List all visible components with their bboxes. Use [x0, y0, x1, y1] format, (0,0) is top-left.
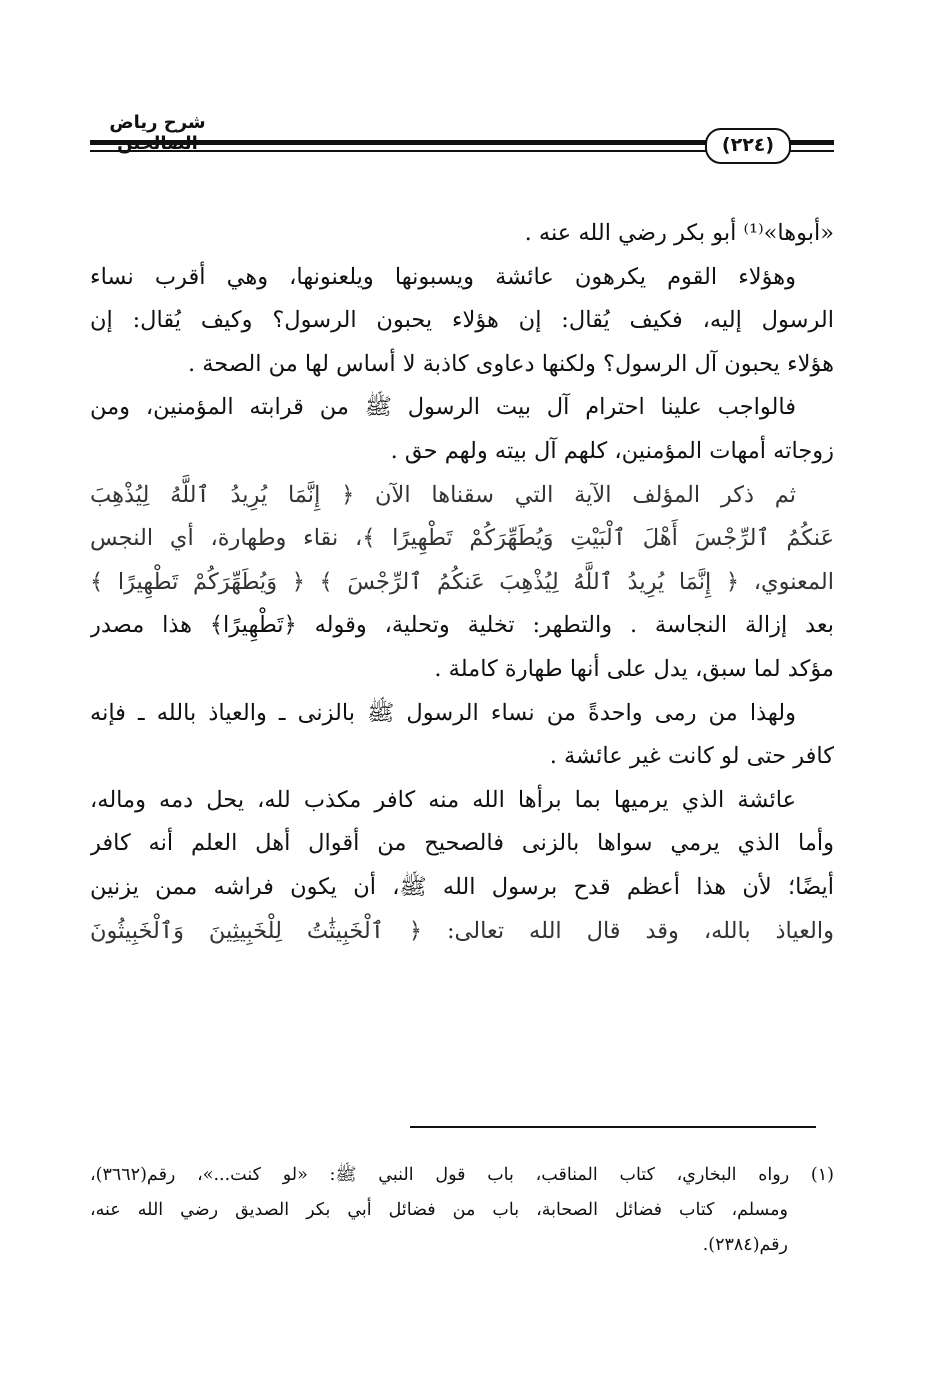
text-line: فالواجب علينا احترام آل بيت الرسول ﷺ من قرابته المؤمنين، ومن — [90, 394, 796, 421]
footnote-separator — [410, 1126, 816, 1128]
footnote-line: (١) رواه البخاري، كتاب المناقب، باب قول النبي ﷺ: «لو كنت...»، رقم(٣٦٦٢)، — [90, 1165, 834, 1185]
text-line: أيضًا؛ لأن هذا أعظم قدح برسول الله ﷺ، أن يكون فراشه ممن يزنين — [90, 873, 834, 900]
text-line: هؤلاء يحبون آل الرسول؟ ولكنها دعاوى كاذبة لا أساس لها من الصحة . — [187, 350, 834, 377]
text-line-with-verse: عَنكُمُ ٱلرِّجْسَ أَهْلَ ٱلْبَيْتِ وَيُطَهِّرَكُمْ تَطْهِيرًا ﴾، نقاء وطهارة، أي النجس — [90, 525, 834, 552]
page-number: (٢٢٤) — [705, 128, 791, 164]
running-header-title: شرح رياض — [109, 112, 206, 133]
text-line-with-verse: ثم ذكر المؤلف الآية التي سقناها الآن ﴿ إِنَّمَا يُرِيدُ ٱللَّهُ لِيُذْهِبَ — [90, 481, 796, 508]
text-line: «أبوها»⁽¹⁾ أبو بكر رضي الله عنه . — [524, 220, 834, 246]
text-line: عائشة الذي يرميها بما برأها الله منه كافر مكذب لله، يحل دمه وماله، — [90, 786, 796, 813]
main-text — [90, 212, 834, 953]
footnotes — [90, 1158, 834, 1263]
text-line: ولهذا من رمى واحدةً من نساء الرسول ﷺ بالزنى ـ والعياذ بالله ـ فإنه — [90, 699, 796, 726]
text-line: كافر حتى لو كانت غير عائشة . — [549, 743, 834, 770]
text-line: مؤكد لما سبق، يدل على أنها طهارة كاملة . — [434, 655, 834, 682]
footnote-line: ومسلم، كتاب فضائل الصحابة، باب من فضائل أبي بكر الصديق رضي الله عنه، — [90, 1200, 788, 1220]
text-line-with-verse: والعياذ بالله، وقد قال الله تعالى: ﴿ ٱلْخَبِيثَٰتُ لِلْخَبِيثِينَ وَٱلْخَبِيثُونَ — [90, 917, 834, 944]
text-line: بعد إزالة النجاسة . والتطهر: تخلية وتحلية، وقوله ﴿تَطْهِيرًا﴾ هذا مصدر — [90, 612, 834, 639]
text-line: وأما الذي يرمي سواها بالزنى فالصحيح من أقوال أهل العلم أنه كافر — [90, 830, 834, 857]
text-line: زوجاته أمهات المؤمنين، كلهم آل بيته ولهم حق . — [390, 437, 834, 464]
text-line: الرسول إليه، فكيف يُقال: إن هؤلاء يحبون الرسول؟ وكيف يُقال: إن — [90, 307, 834, 334]
text-line-with-verse: المعنوي، ﴿ إِنَّمَا يُرِيدُ ٱللَّهُ لِيُذْهِبَ عَنكُمُ ٱلرِّجْسَ ﴾ ﴿ وَيُطَهِّرَكُمْ تَطْهِيرًا ﴾ — [90, 568, 834, 595]
text-line: وهؤلاء القوم يكرهون عائشة ويسبونها ويلعنونها، وهي أقرب نساء — [90, 263, 796, 290]
footnote-line: رقم(٢٣٨٤). — [702, 1235, 788, 1255]
